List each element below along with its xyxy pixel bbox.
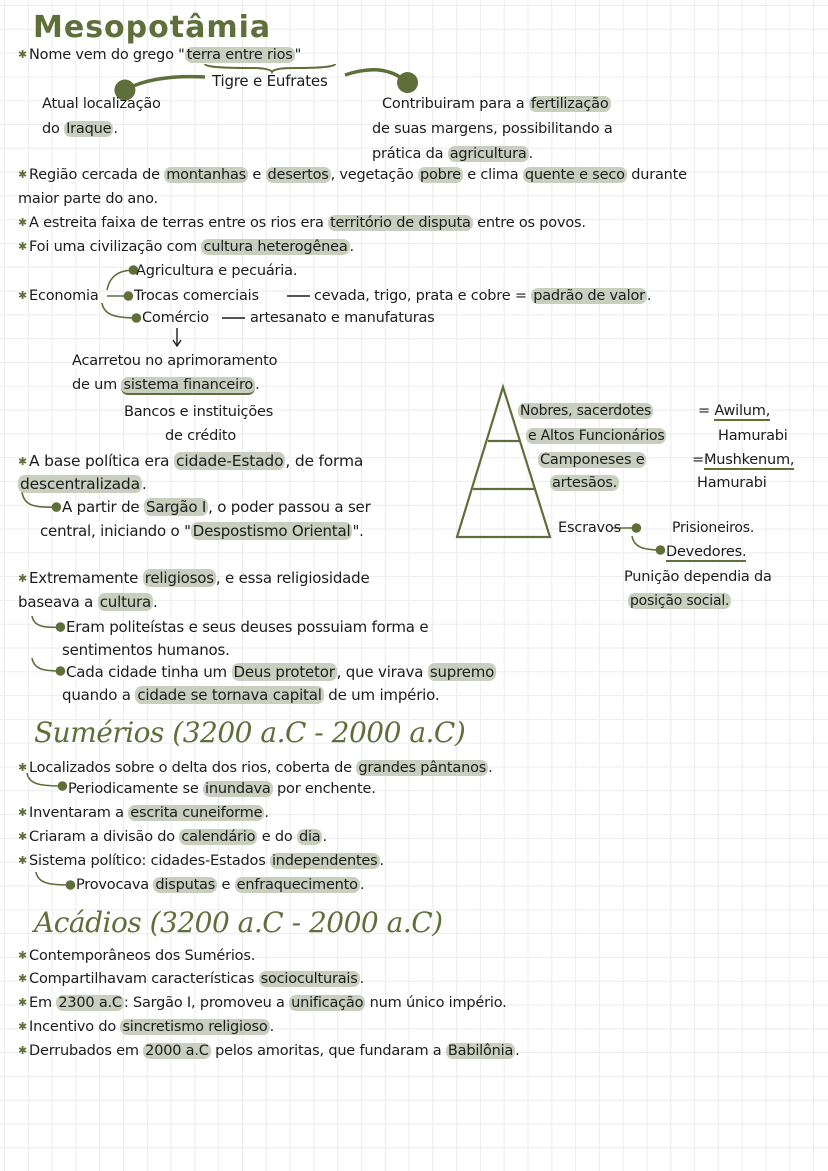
bullet-civilizacao: ✱ Foi uma civilização com cultura heterogênea . [18,239,354,255]
bullet-icon: ✱ [18,48,28,61]
bullet-icon: ✱ [18,240,28,253]
acadios-bullet-1: ✱ Contemporâneos dos Sumérios. [18,948,256,964]
sumerios-bullet-4: ✱ Sistema político: cidades-Estados independentes . [18,853,384,869]
bullet-icon: ✱ [18,168,28,181]
pyramid-level1-term: = Awilum, [698,403,771,419]
bullet-icon: ✱ [18,1044,28,1057]
religion-line-1: ✱ Extremamente religiosos , e essa religiosidade [18,569,370,587]
economy-commerce: Comércio [142,310,209,326]
economy-trade-result: cevada, trigo, prata e cobre = padrão de valor . [314,288,652,304]
consequence-line-1: Acarretou no aprimoramento [72,353,278,369]
economy-trade: Trocas comerciais [134,288,259,304]
acadios-bullet-3: ✱ Em 2300 a.C : Sargão I, promoveu a unificação num único império. [18,995,507,1011]
politics-sub-line-2: central, iniciando o " Despostismo Oriental ". [40,522,364,540]
pyramid-level2-line2: artesãos. [552,475,618,491]
bullet-faixa: ✱ A estreita faixa de terras entre os rios era território de disputa entre os povos. [18,215,586,231]
sumerios-bullet-1-sub: Periodicamente se inundava por enchente. [68,781,376,797]
politics-line-1: ✱ A base política era cidade-Estado , de forma [18,452,364,470]
name-origin-line: ✱ Nome vem do grego " terra entre rios " [18,47,302,63]
rivers-label: Tigre e Eufrates [212,72,328,90]
acadios-bullet-5: ✱ Derrubados em 2000 a.C pelos amoritas, que fundaram a Babilônia . [18,1043,520,1059]
location-line-2: do Iraque . [42,121,118,137]
page-title: Mesopotâmia [33,10,272,45]
acadios-bullet-2: ✱ Compartilhavam características socioculturais . [18,971,365,987]
consequence-line-3: Bancos e instituições [124,404,274,420]
acadios-bullet-4: ✱ Incentivo do sincretismo religioso . [18,1019,275,1035]
section-heading-acadios: Acádios (3200 a.C - 2000 a.C) [34,906,443,939]
sumerios-bullet-3: ✱ Criaram a divisão do calendário e do dia . [18,829,327,845]
bullet-icon: ✱ [18,972,28,985]
bullet-icon: ✱ [18,455,28,468]
section-heading-sumerios: Sumérios (3200 a.C - 2000 a.C) [34,716,466,749]
politics-sub-line-1: A partir de Sargão I , o poder passou a ser [62,498,371,516]
religion-sub2-line2: quando a cidade se tornava capital de um império. [62,686,440,704]
bullet-icon: ✱ [18,806,28,819]
bullet-regiao: ✱ Região cercada de montanhas e desertos , vegetação pobre e clima quente e seco durante [18,167,687,183]
economy-commerce-result: artesanato e manufaturas [250,310,435,326]
pyramid-level3-type1: Prisioneiros. [672,520,755,536]
bullet-icon: ✱ [18,572,28,585]
economy-agriculture: Agricultura e pecuária. [136,263,298,279]
consequence-line-2: de um sistema financeiro . [72,377,260,393]
pyramid-level1-line1: Nobres, sacerdotes [520,403,652,419]
pyramid-level1-source: Hamurabi [718,428,788,444]
religion-line-2: baseava a cultura . [18,593,158,611]
bullet-icon: ✱ [18,996,28,1009]
highlight: terra entre rios [186,47,293,63]
pyramid-level3-type2: Devedores. [666,544,747,560]
bullet-icon: ✱ [18,1020,28,1033]
religion-sub1-line2: sentimentos humanos. [62,641,230,659]
location-line-1: Atual localização [42,96,161,112]
arrow-right-icon [345,70,410,85]
fertility-line-3: prática da agricultura . [372,146,533,162]
fertility-line-1: Contribuiram para a fertilização [382,96,609,112]
sumerios-bullet-1: ✱ Localizados sobre o delta dos rios, coberta de grandes pântanos . [18,760,493,776]
sumerios-bullet-4-sub: Provocava disputas e enfraquecimento . [76,877,365,893]
economy-label: ✱ Economia [18,288,99,304]
bullet-icon: ✱ [18,830,28,843]
pyramid-note-line2: posição social. [630,593,730,609]
bullet-icon: ✱ [18,949,28,962]
arrow-left-icon [122,77,205,92]
bullet-icon: ✱ [18,216,28,229]
pyramid-level2-line1: Camponeses e [540,452,645,468]
pyramid-note-line1: Punição dependia da [624,569,772,585]
politics-line-2: descentralizada . [20,475,147,493]
religion-sub2-line1: Cada cidade tinha um Deus protetor , que virava supremo [66,663,495,681]
pyramid-level2-term: =Mushkenum, [692,452,795,468]
religion-sub1-line1: Eram politeístas e seus deuses possuiam forma e [66,618,429,636]
pyramid-level3: Escravos [558,520,621,536]
bullet-regiao-cont: maior parte do ano. [18,191,158,207]
pyramid-level2-source: Hamurabi [697,475,767,491]
pyramid-level1-line2: e Altos Funcionários [528,428,665,444]
sumerios-bullet-2: ✱ Inventaram a escrita cuneiforme . [18,805,269,821]
bullet-icon: ✱ [18,854,28,867]
bullet-icon: ✱ [18,289,28,302]
fertility-line-2: de suas margens, possibilitando a [372,121,613,137]
bullet-icon: ✱ [18,761,28,774]
consequence-line-4: de crédito [165,428,237,444]
